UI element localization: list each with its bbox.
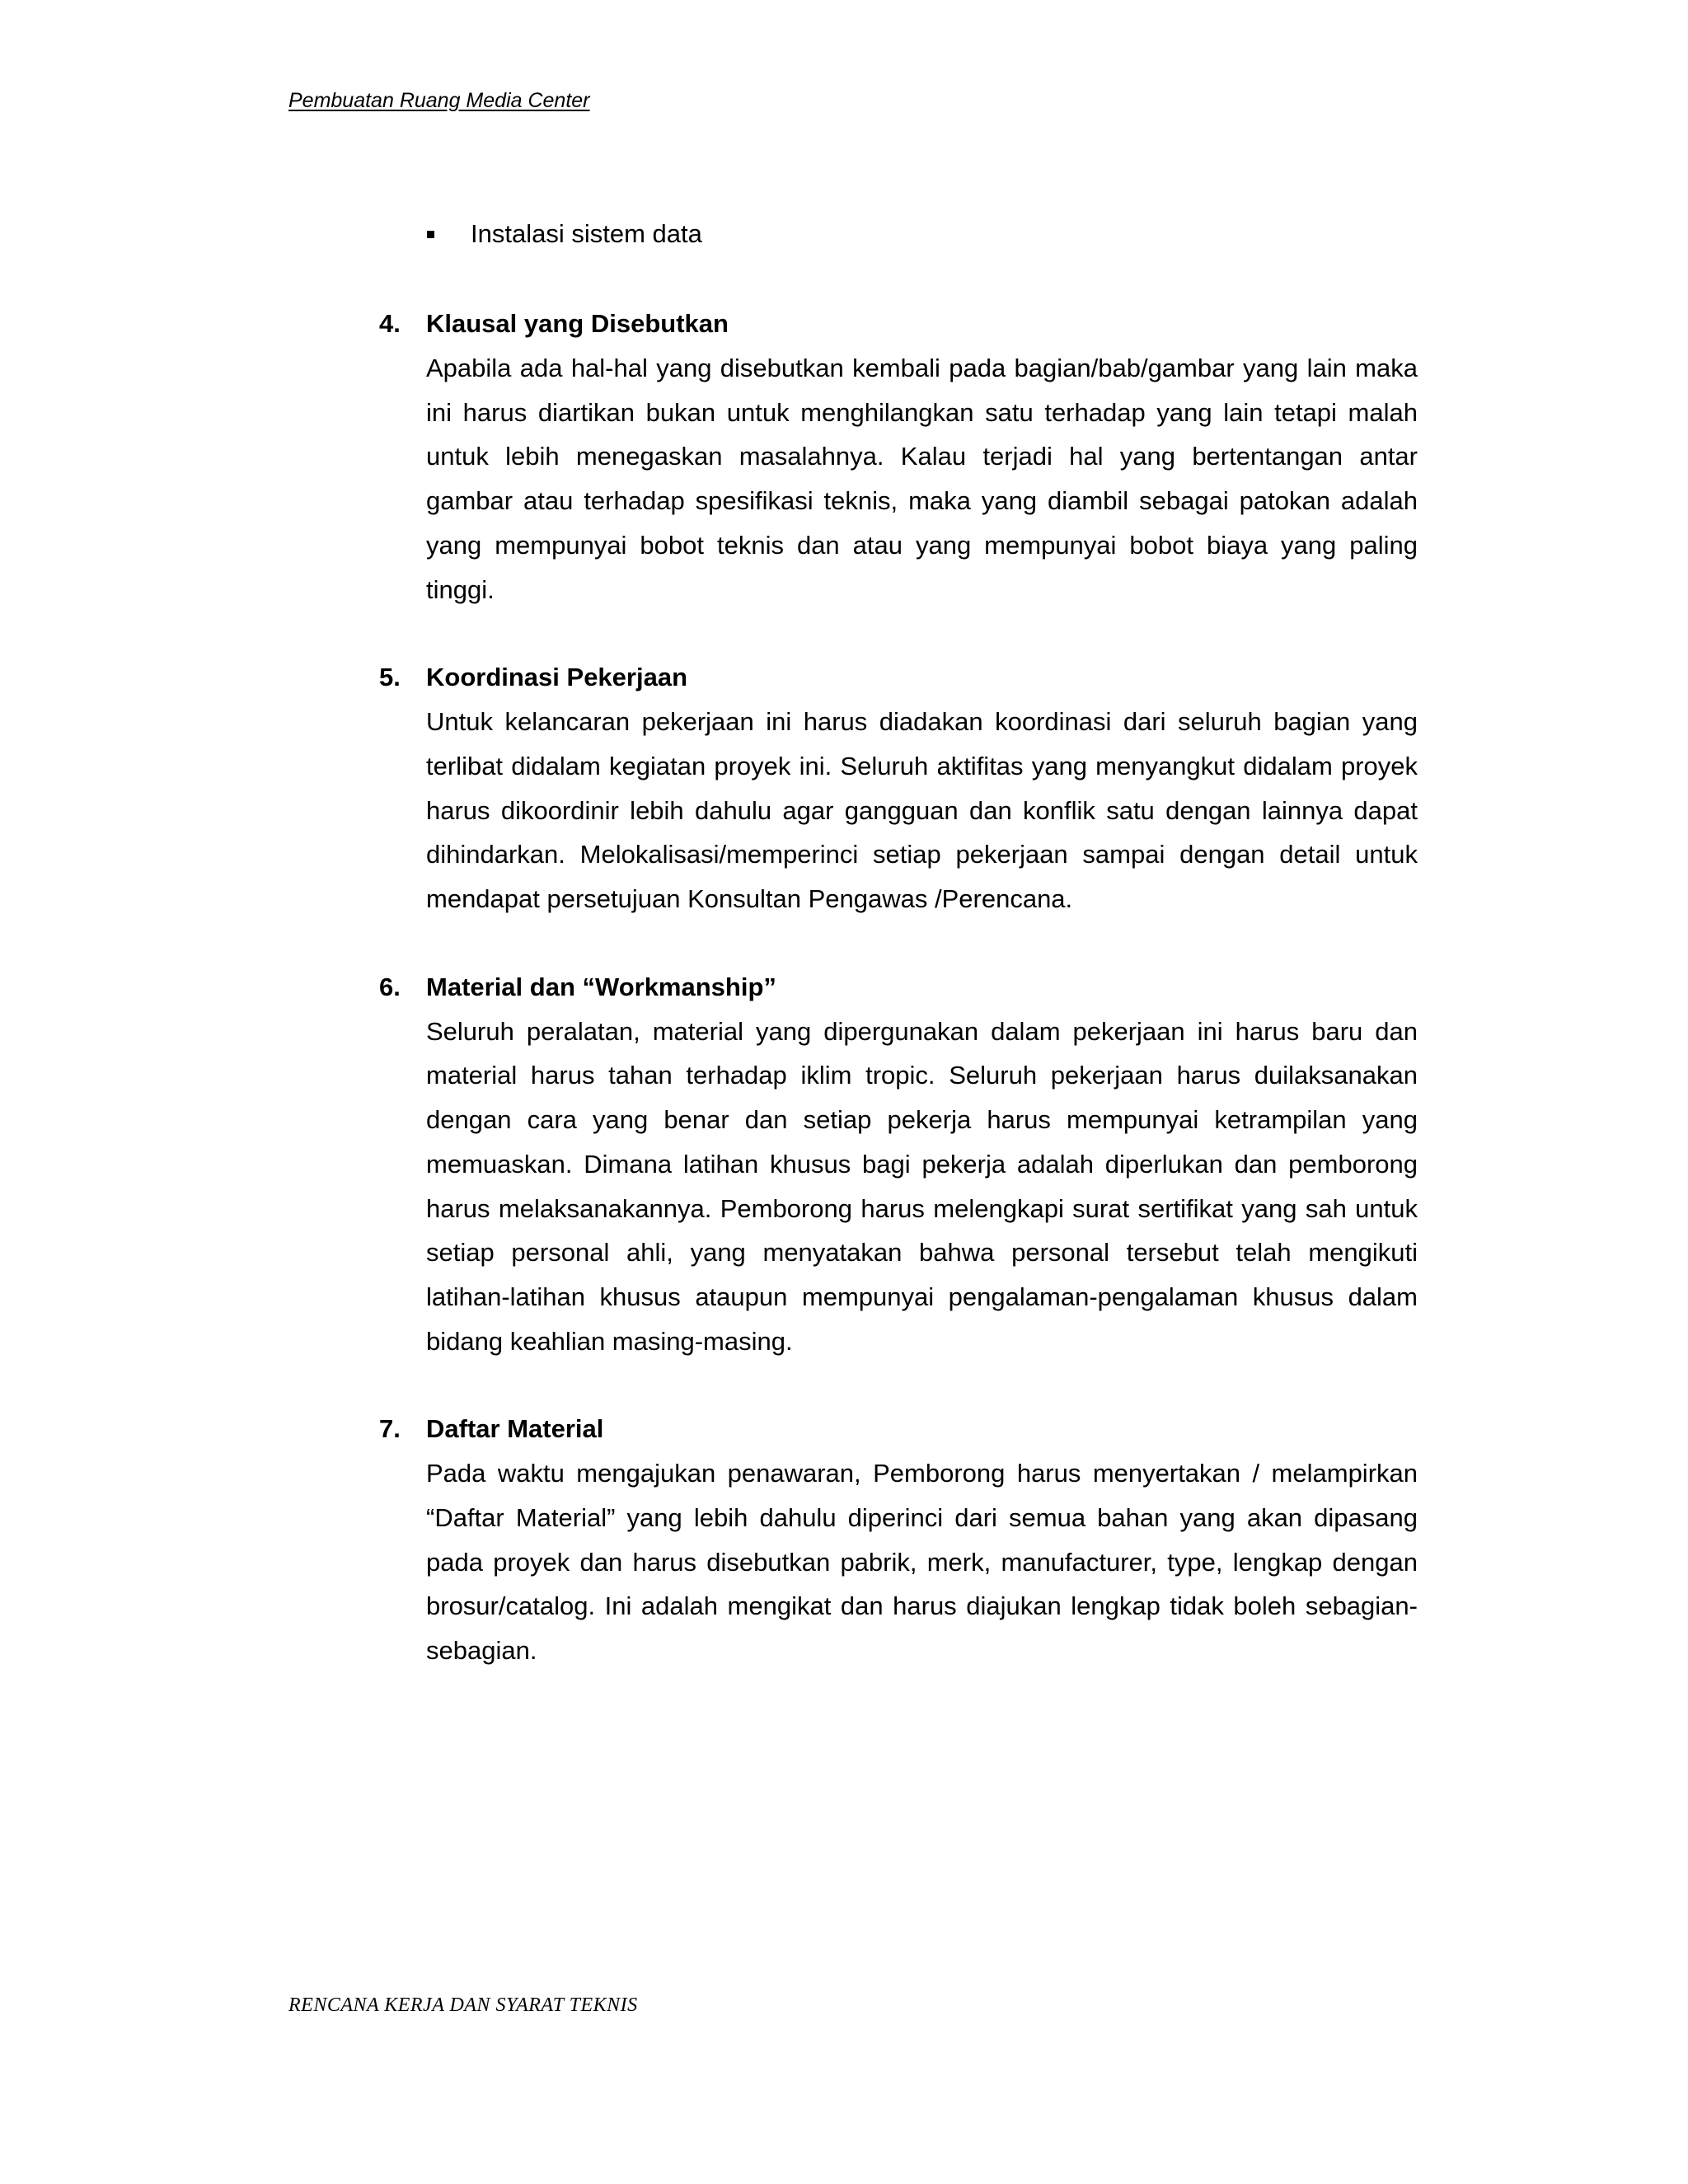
section-body: Pada waktu mengajukan penawaran, Pemborong harus menyertakan / melampirkan “Daftar Material” yang lebih dahulu diperinci dari semua bahan yang akan dipasang pada proyek dan harus disebutkan pabrik, merk, manufacturer, type, lengkap dengan brosur/catalog. Ini adalah mengikat dan harus diajukan lengkap tidak boleh sebagian-sebagian. [426,1459,1418,1666]
section-number: 6. [379,972,401,1001]
section-material [379,965,1418,1364]
section-heading [379,655,1418,700]
section-heading [379,302,1418,346]
section-heading [379,965,1418,1010]
section-number: 7. [379,1414,401,1444]
section-title: Material dan “Workmanship” [426,972,776,1001]
section-title: Klausal yang Disebutkan [426,309,729,338]
section-heading [379,1407,1418,1451]
section-daftar-material [379,1407,1418,1673]
section-title: Koordinasi Pekerjaan [426,663,688,692]
section-body: Apabila ada hal-hal yang disebutkan kembali pada bagian/bab/gambar yang lain maka ini harus diartikan bukan untuk menghilangkan satu terhadap yang lain tetapi malah untuk lebih menegaskan masalahnya. Kalau terjadi hal yang bertentangan antar gambar atau terhadap spesifikasi teknis, maka yang diambil sebagai patokan adalah yang mempunyai bobot teknis dan atau yang mempunyai bobot biaya yang paling tinggi. [426,354,1418,604]
page-footer: RENCANA KERJA DAN SYARAT TEKNIS [288,1994,638,2016]
section-number: 4. [379,309,401,338]
section-number: 5. [379,663,401,692]
section-title: Daftar Material [426,1414,604,1444]
square-bullet-icon [427,231,434,238]
section-koordinasi [379,655,1418,921]
section-klausal [379,302,1418,612]
section-body: Untuk kelancaran pekerjaan ini harus diadakan koordinasi dari seluruh bagian yang terlibat didalam kegiatan proyek ini. Seluruh aktifitas yang menyangkut didalam proyek harus dikoordinir lebih dahulu agar gangguan dan konflik satu dengan lainnya dapat dihindarkan. Melokalisasi/memperinci setiap pekerjaan sampai dengan detail untuk mendapat persetujuan Konsultan Pengawas /Perencana. [426,707,1418,914]
page-header: Pembuatan Ruang Media Center [288,89,590,112]
document-content [379,302,1418,1717]
bullet-item [427,216,702,252]
bullet-item-text: Instalasi sistem data [471,219,702,248]
section-body: Seluruh peralatan, material yang dipergunakan dalam pekerjaan ini harus baru dan material harus tahan terhadap iklim tropic. Seluruh pekerjaan harus duilaksanakan dengan cara yang benar dan setiap pekerja harus mempunyai ketrampilan yang memuaskan. Dimana latihan khusus bagi pekerja adalah diperlukan dan pemborong harus melaksanakannya. Pemborong harus melengkapi surat sertifikat yang sah untuk setiap personal ahli, yang menyatakan bahwa personal tersebut telah mengikuti latihan-latihan khusus ataupun mempunyai pengalaman-pengalaman khusus dalam bidang keahlian masing-masing. [426,1016,1418,1356]
